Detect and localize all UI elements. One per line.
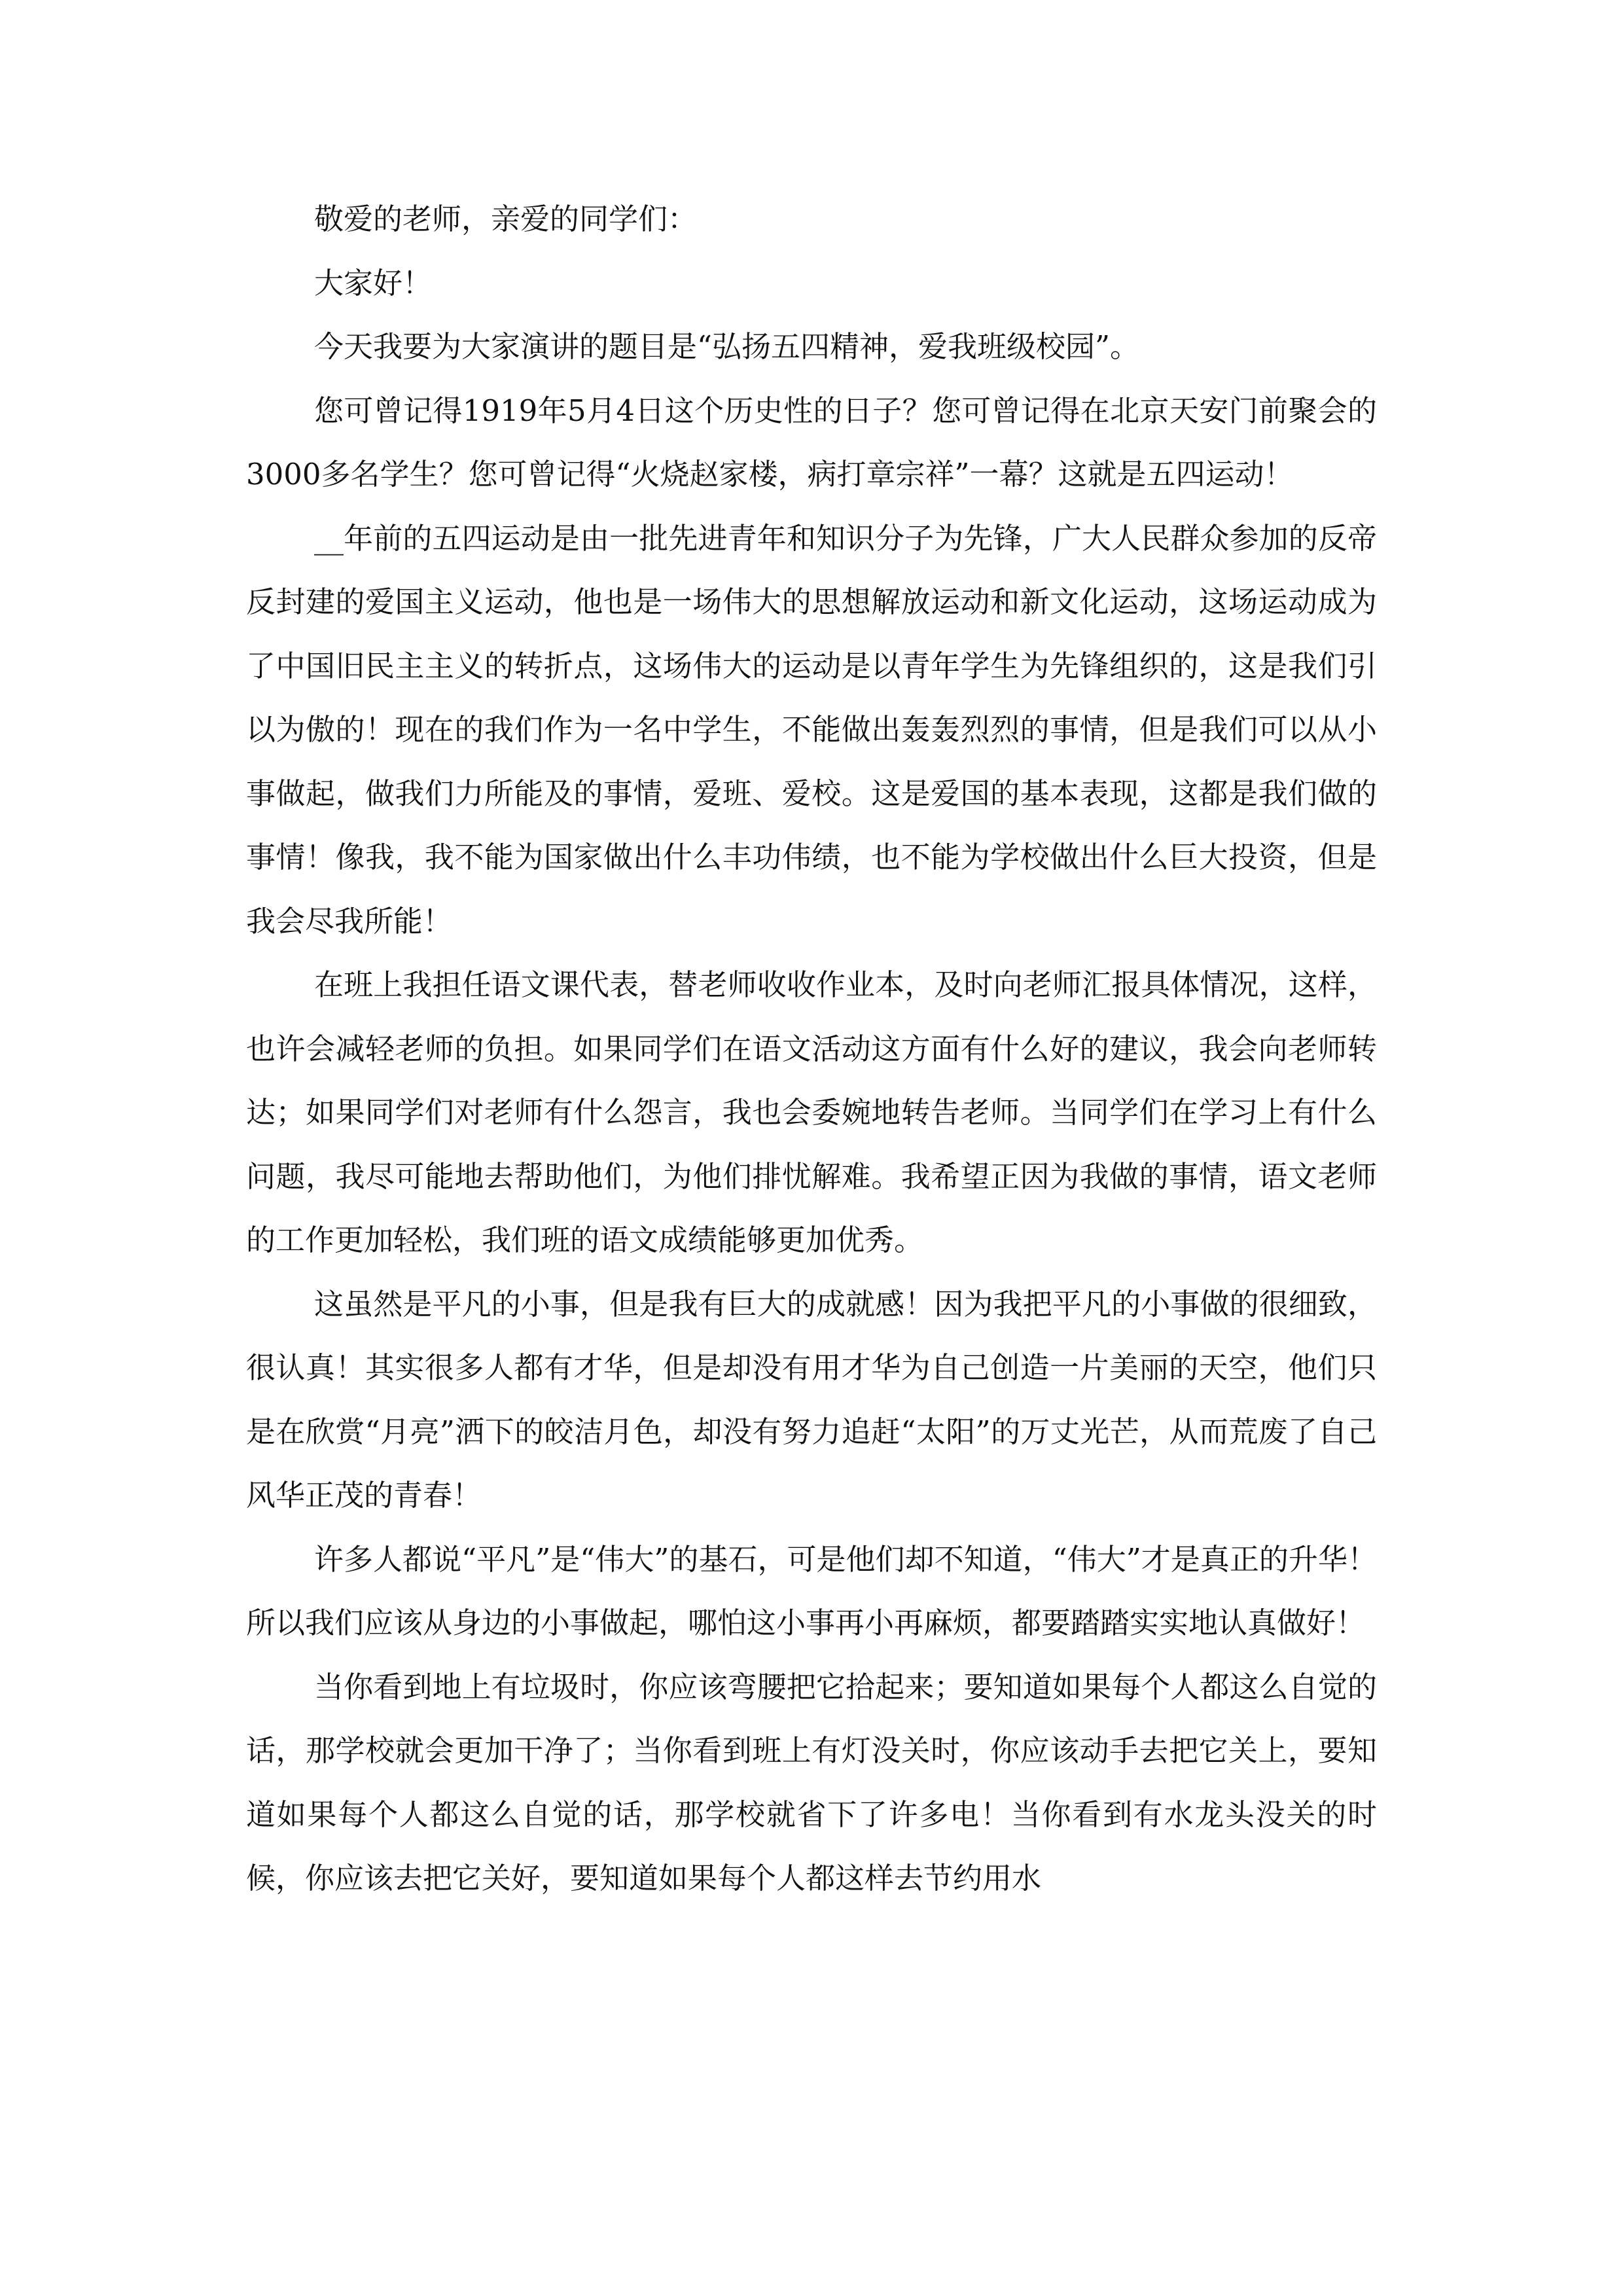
paragraph: 这虽然是平凡的小事，但是我有巨大的成就感！因为我把平凡的小事做的很细致，很认真！其实很多人都有才华，但是却没有用才华为自己创造一片美丽的天空，他们只是在欣赏“月亮”洒下的皎洁月色，却没有努力追赶“太阳”的万丈光芒，从而荒废了自己风华正茂的青春！ [246, 1286, 1377, 1513]
speech-topic: 今天我要为大家演讲的题目是“弘扬五四精神，爱我班级校园”。 [314, 329, 1140, 364]
paragraph: 许多人都说“平凡”是“伟大”的基石，可是他们却不知道，“伟大”才是真正的升华！所以我们应该从身边的小事做起，哪怕这小事再小再麻烦，都要踏踏实实地认真做好！ [246, 1541, 1377, 1640]
paragraph: 当你看到地上有垃圾时，你应该弯腰把它拾起来；要知道如果每个人都这么自觉的话，那学校就会更加干净了；当你看到班上有灯没关时，你应该动手去把它关上，要知道如果每个人都这么自觉的话，那学校就省下了许多电！当你看到有水龙头没关的时候，你应该去把它关好，要知道如果每个人都这样去节约用水 [246, 1669, 1377, 1895]
paragraph: 您可曾记得1919年5月4日这个历史性的日子？您可曾记得在北京天安门前聚会的3000多名学生？您可曾记得“火烧赵家楼，病打章宗祥”一幕？这就是五四运动！ [246, 393, 1377, 492]
paragraph: __年前的五四运动是由一批先进青年和知识分子为先锋，广大人民群众参加的反帝反封建的爱国主义运动，他也是一场伟大的思想解放运动和新文化运动，这场运动成为了中国旧民主主义的转折点，这场伟大的运动是以青年学生为先锋组织的，这是我们引以为傲的！现在的我们作为一名中学生，不能做出轰轰烈烈的事情，但是我们可以从小事做起，做我们力所能及的事情，爱班、爱校。这是爱国的基本表现，这都是我们做的事情！像我，我不能为国家做出什么丰功伟绩，也不能为学校做出什么巨大投资，但是我会尽我所能！ [246, 520, 1377, 939]
salutation: 敬爱的老师，亲爱的同学们： [314, 202, 698, 236]
speech-body [246, 187, 1377, 1910]
paragraph: 在班上我担任语文课代表，替老师收收作业本，及时向老师汇报具体情况，这样，也许会减轻老师的负担。如果同学们在语文活动这方面有什么好的建议，我会向老师转达；如果同学们对老师有什么怨言，我也会委婉地转告老师。当同学们在学习上有什么问题，我尽可能地去帮助他们，为他们排忧解难。我希望正因为我做的事情，语文老师的工作更加轻松，我们班的语文成绩能够更加优秀。 [246, 967, 1377, 1257]
greeting: 大家好！ [314, 265, 433, 300]
